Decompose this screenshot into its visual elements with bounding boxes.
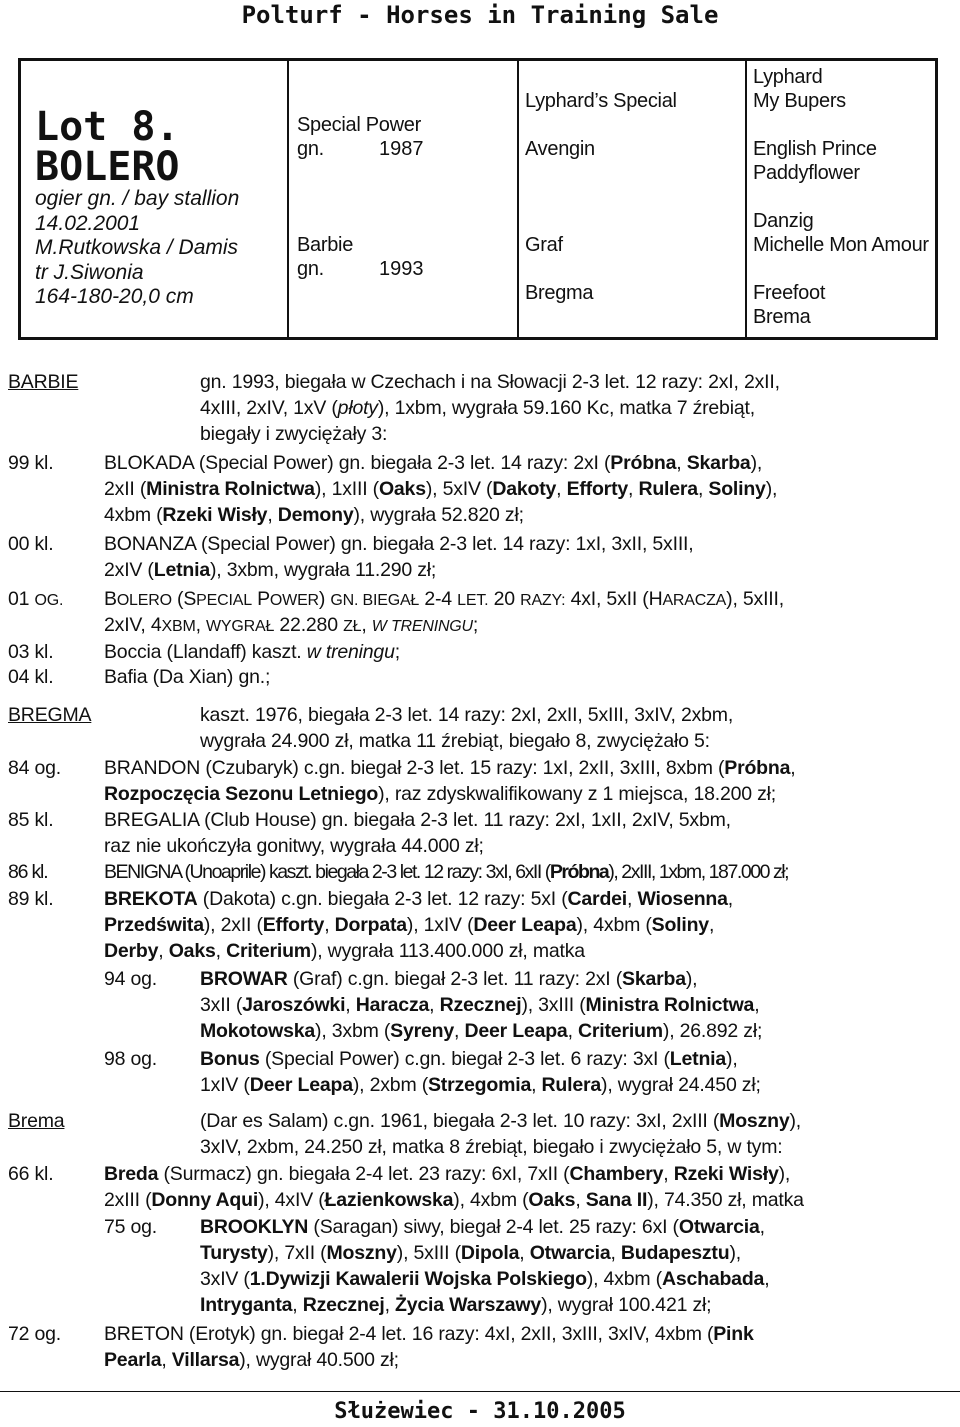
produce-record: 2xII (Ministra Rolnictwa), 1xIII (Oaks), 5xIV (Dakoty, Efforty, Rulera, Soliny),: [104, 478, 778, 500]
pedigree-dam-year: 1993: [379, 258, 424, 280]
produce-year: 66 kl.: [8, 1163, 54, 1185]
produce-record: Rozpoczęcia Sezonu Letniego), raz zdyskwalifikowany z 1 miejsca, 18.200 zł;: [104, 783, 777, 805]
pedigree-divider: [745, 61, 747, 337]
pedigree-sire: Special Power: [297, 114, 421, 136]
ancestor-description: 3xIV, 2xbm, 24.250 zł, matka 8 źrebiąt, biegało i zwyciężało 5, w tym:: [200, 1136, 783, 1158]
produce-record: BLOKADA (Special Power) gn. biegała 2-3 let. 14 razy: 2xI (Próbna, Skarba),: [104, 452, 763, 474]
footer-rule: [0, 1391, 960, 1392]
granddam-description: wygrała 24.900 zł, matka 11 źrebiąt, biegało 8, zwyciężało 5:: [200, 730, 710, 752]
page-footer-title: Służewiec - 31.10.2005: [334, 1399, 626, 1424]
pedigree-ancestor: Brema: [753, 306, 811, 328]
produce-record: BRETON (Erotyk) gn. biegał 2-4 let. 16 razy: 4xI, 2xII, 3xIII, 3xIV, 4xbm (Pink: [104, 1323, 754, 1345]
pedigree-ancestor: English Prince: [753, 138, 877, 160]
produce-year: 85 kl.: [8, 809, 54, 831]
pedigree-sire-year: 1987: [379, 138, 424, 160]
produce-record: BROOKLYN (Saragan) siwy, biegał 2-4 let. 25 razy: 6xI (Otwarcia,: [200, 1216, 765, 1238]
pedigree-granddam: Bregma: [525, 282, 594, 304]
lot-measurements: 164-180-20,0 cm: [35, 285, 194, 308]
produce-year: 98 og.: [104, 1048, 158, 1070]
produce-year: 75 og.: [104, 1216, 158, 1238]
produce-record: 3xIV (1.Dywizji Kawalerii Wojska Polskiego), 4xbm (Aschabada,: [200, 1268, 770, 1290]
ancestor-description: (Dar es Salam) c.gn. 1961, biegała 2-3 let. 10 razy: 3xI, 2xIII (Moszny),: [200, 1110, 801, 1132]
lot-sex-color: ogier gn. / bay stallion: [35, 187, 240, 210]
produce-year: 84 og.: [8, 757, 62, 779]
produce-record: 1xIV (Deer Leapa), 2xbm (Strzegomia, Rulera), wygrał 24.450 zł;: [200, 1074, 761, 1096]
produce-year: 03 kl.: [8, 641, 54, 663]
produce-record: BRANDON (Czubaryk) c.gn. biegał 2-3 let. 15 razy: 1xI, 2xII, 3xIII, 8xbm (Próbna,: [104, 757, 796, 779]
produce-record: Mokotowska), 3xbm (Syreny, Deer Leapa, Criterium), 26.892 zł;: [200, 1020, 763, 1042]
produce-year: 72 og.: [8, 1323, 62, 1345]
produce-record: BENIGNA (Unoaprile) kaszt. biegała 2-3 let. 12 razy: 3xI, 6xII (Próbna), 2xIII, 1xbm, 187.000 zł;: [104, 861, 789, 883]
pedigree-ancestor: My Bupers: [753, 90, 846, 112]
pedigree-box: [18, 58, 938, 340]
dam-description: biegały i zwyciężały 3:: [200, 423, 388, 445]
produce-year: 89 kl.: [8, 888, 54, 910]
produce-record: Pearla, Villarsa), wygrał 40.500 zł;: [104, 1349, 399, 1371]
produce-record: Derby, Oaks, Criterium), wygrała 113.400.000 zł, matka: [104, 940, 585, 962]
page-header-title: Polturf - Horses in Training Sale: [241, 1, 719, 29]
produce-record: Bafia (Da Xian) gn.;: [104, 666, 271, 688]
pedigree-dam-color: gn.: [297, 258, 324, 280]
produce-year: 99 kl.: [8, 452, 54, 474]
produce-year: 01 OG.: [8, 588, 64, 610]
produce-record: Breda (Surmacz) gn. biegała 2-4 let. 23 razy: 6xI, 7xII (Chambery, Rzeki Wisły),: [104, 1163, 791, 1185]
produce-record: Turysty), 7xII (Moszny), 5xIII (Dipola, Otwarcia, Budapesztu),: [200, 1242, 741, 1264]
horse-name: BOLERO: [35, 144, 180, 190]
produce-record: BONANZA (Special Power) gn. biegała 2-3 let. 14 razy: 1xI, 3xII, 5xIII,: [104, 533, 694, 555]
pedigree-divider: [517, 61, 519, 337]
produce-record: raz nie ukończyła gonitwy, wygrała 44.000 zł;: [104, 835, 484, 857]
section-label-barbie: BARBIE: [8, 371, 79, 393]
produce-record: 2xIII (Donny Aqui), 4xIV (Łazienkowska), 4xbm (Oaks, Sana II), 74.350 zł, matka: [104, 1189, 804, 1211]
pedigree-ancestor: Freefoot: [753, 282, 826, 304]
pedigree-sire-color: gn.: [297, 138, 324, 160]
produce-record: BREKOTA (Dakota) c.gn. biegała 2-3 let. 12 razy: 5xI (Cardei, Wiosenna,: [104, 888, 734, 910]
produce-year: 94 og.: [104, 968, 158, 990]
pedigree-grandsire: Lyphard’s Special: [525, 90, 677, 112]
pedigree-grandsire: Graf: [525, 234, 563, 256]
lot-breeder-owner: M.Rutkowska / Damis: [35, 236, 239, 259]
produce-year: 00 kl.: [8, 533, 54, 555]
lot-number: Lot 8.: [35, 104, 180, 150]
dam-description: 4xIII, 2xIV, 1xV (płoty), 1xbm, wygrała 59.160 Kc, matka 7 źrebiąt,: [200, 397, 755, 419]
produce-record: BREGALIA (Club House) gn. biegała 2-3 let. 11 razy: 2xI, 1xII, 2xIV, 5xbm,: [104, 809, 731, 831]
produce-year: 04 kl.: [8, 666, 54, 688]
produce-record: Boccia (Llandaff) kaszt. w treningu;: [104, 641, 400, 663]
produce-record: 3xII (Jaroszówki, Haracza, Rzecznej), 3xIII (Ministra Rolnictwa,: [200, 994, 760, 1016]
produce-record: Przedświta), 2xII (Efforty, Dorpata), 1xIV (Deer Leapa), 4xbm (Soliny,: [104, 914, 715, 936]
lot-info: [35, 187, 239, 310]
produce-record: 2xIV, 4XBM, WYGRAŁ 22.280 ZŁ, W TRENINGU;: [104, 614, 479, 636]
pedigree-divider: [287, 61, 289, 337]
produce-record: BOLERO (SPECIAL POWER) GN. BIEGAŁ 2-4 LET. 20 RAZY: 4xI, 5xII (HARACZA), 5xIII,: [104, 588, 784, 610]
section-label-brema: Brema: [8, 1110, 65, 1132]
section-label-bregma: BREGMA: [8, 704, 92, 726]
lot-birthdate: 14.02.2001: [35, 211, 141, 235]
produce-record: BROWAR (Graf) c.gn. biegał 2-3 let. 11 razy: 2xI (Skarba),: [200, 968, 698, 990]
pedigree-ancestor: Danzig: [753, 210, 814, 232]
pedigree-dam: Barbie: [297, 234, 354, 256]
granddam-description: kaszt. 1976, biegała 2-3 let. 14 razy: 2xI, 2xII, 5xIII, 3xIV, 2xbm,: [200, 704, 734, 726]
produce-record: Bonus (Special Power) c.gn. biegał 2-3 let. 6 razy: 3xI (Letnia),: [200, 1048, 738, 1070]
produce-year: 86 kl.: [8, 861, 48, 883]
produce-record: 2xIV (Letnia), 3xbm, wygrała 11.290 zł;: [104, 559, 437, 581]
pedigree-ancestor: Lyphard: [753, 66, 823, 88]
pedigree-ancestor: Paddyflower: [753, 162, 860, 184]
produce-record: Intryganta, Rzecznej, Życia Warszawy), wygrał 100.421 zł;: [200, 1294, 712, 1316]
produce-record: 4xbm (Rzeki Wisły, Demony), wygrała 52.820 zł;: [104, 504, 524, 526]
lot-trainer: tr J.Siwonia: [35, 260, 144, 284]
pedigree-ancestor: Michelle Mon Amour: [753, 234, 929, 256]
dam-description: gn. 1993, biegała w Czechach i na Słowacji 2-3 let. 12 razy: 2xI, 2xII,: [200, 371, 780, 393]
pedigree-granddam: Avengin: [525, 138, 595, 160]
